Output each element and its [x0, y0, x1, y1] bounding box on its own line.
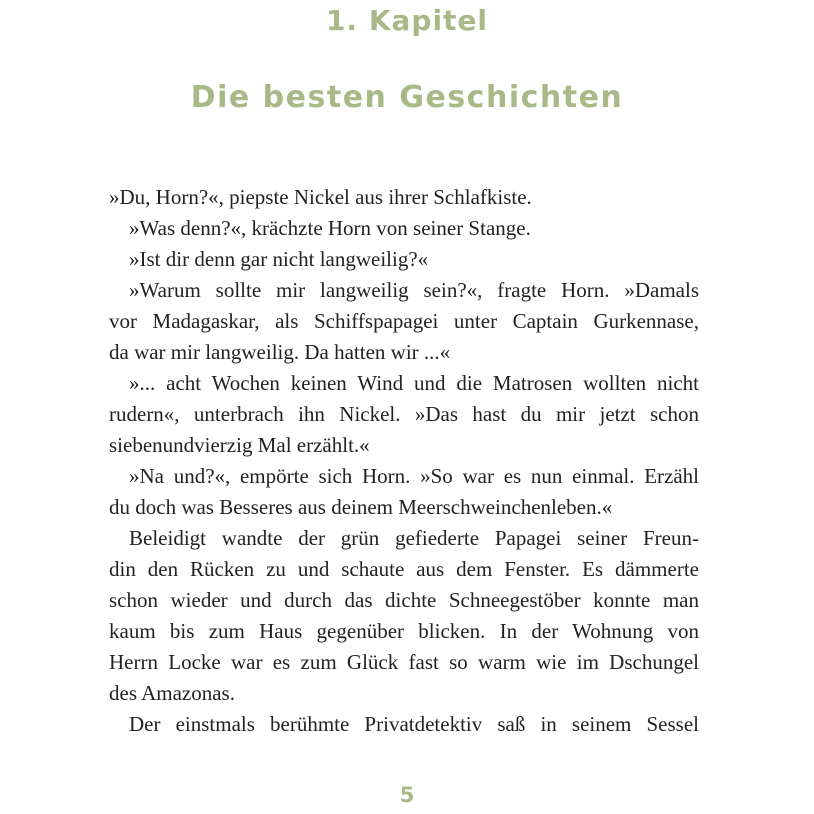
text-line: Beleidigt wandte der grün gefiederte Papagei seiner Freun- — [129, 526, 699, 550]
text-line: »Du, Horn?«, piepste Nickel aus ihrer Schlafkiste. — [109, 185, 532, 209]
text-line: vor Madagaskar, als Schiffspapagei unter Captain Gurkennase, — [109, 309, 699, 333]
text-line: »Was denn?«, krächzte Horn von seiner Stange. — [129, 216, 531, 240]
body-text — [109, 182, 699, 740]
text-line: des Amazonas. — [109, 681, 235, 705]
text-line: »... acht Wochen keinen Wind und die Matrosen wollten nicht — [129, 371, 699, 395]
text-line: »Na und?«, empörte sich Horn. »So war es nun einmal. Erzähl — [129, 464, 699, 488]
text-line: din den Rücken zu und schaute aus dem Fenster. Es dämmerte — [109, 557, 699, 581]
text-line: »Ist dir denn gar nicht langweilig?« — [129, 247, 429, 271]
text-line: da war mir langweilig. Da hatten wir ...« — [109, 340, 451, 364]
chapter-label: 1. Kapitel — [325, 4, 489, 37]
text-line: »Warum sollte mir langweilig sein?«, fragte Horn. »Damals — [129, 278, 699, 302]
page-number: 5 — [399, 783, 415, 807]
text-line: siebenundvierzig Mal erzählt.« — [109, 433, 370, 457]
text-line: rudern«, unterbrach ihn Nickel. »Das hast du mir jetzt schon — [109, 402, 699, 426]
chapter-title: Die besten Geschichten — [190, 80, 624, 115]
text-line: Herrn Locke war es zum Glück fast so warm wie im Dschungel — [109, 650, 699, 674]
text-line: schon wieder und durch das dichte Schneegestöber konnte man — [109, 588, 699, 612]
text-line: kaum bis zum Haus gegenüber blicken. In der Wohnung von — [109, 619, 699, 643]
text-line: du doch was Besseres aus deinem Meerschweinchenleben.« — [109, 495, 613, 519]
text-line: Der einstmals berühmte Privatdetektiv saß in seinem Sessel — [129, 712, 699, 736]
